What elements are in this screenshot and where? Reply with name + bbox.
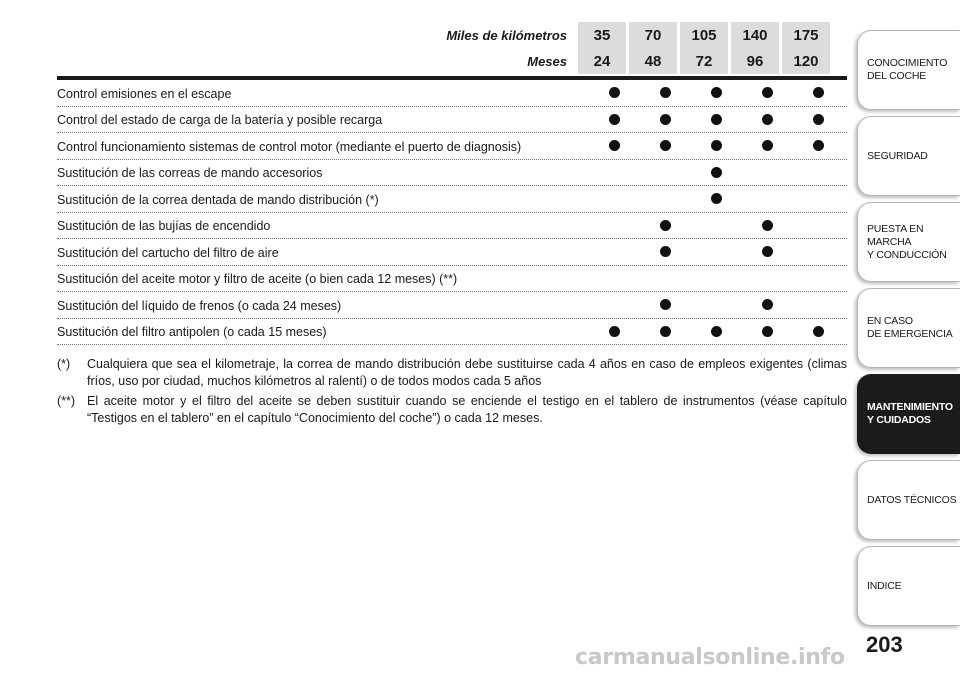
scheduled-dot-icon [660,114,671,125]
footnotes [57,356,847,430]
schedule-cell [641,133,689,159]
scheduled-dot-icon [711,326,722,337]
scheduled-dot-icon [711,114,722,125]
schedule-cell [692,133,740,159]
row-label: Sustitución del filtro antipolen (o cada 15 meses) [57,325,327,340]
header-km-label: Miles de kilómetros [446,27,567,43]
chapter-tab-label: PUESTA EN MARCHA Y CONDUCCIÓN [867,222,947,261]
row-label: Sustitución de las bujías de encendido [57,219,271,234]
schedule-cell [743,319,791,345]
chapter-tabs [857,30,960,632]
scheduled-dot-icon [711,167,722,178]
scheduled-dot-icon [762,87,773,98]
schedule-cell [641,292,689,318]
schedule-cell [590,107,638,133]
schedule-cell [590,186,638,212]
chapter-tab-label: CONOCIMIENTO DEL COCHE [867,57,948,82]
schedule-cell [743,239,791,265]
schedule-cell [794,266,842,292]
schedule-cell [590,266,638,292]
scheduled-dot-icon [660,299,671,310]
table-body [57,80,847,345]
schedule-cell [743,266,791,292]
schedule-cell [794,213,842,239]
row-label: Sustitución del aceite motor y filtro de aceite (o bien cada 12 meses) (**) [57,272,458,287]
chapter-tab[interactable] [857,288,960,368]
months-cell: 72 [680,48,728,74]
schedule-cell [794,292,842,318]
scheduled-dot-icon [660,220,671,231]
schedule-cell [692,266,740,292]
header-months-row [57,48,847,74]
schedule-cell [590,292,638,318]
schedule-cell [743,107,791,133]
scheduled-dot-icon [609,326,620,337]
schedule-cell [692,213,740,239]
chapter-tab-label: EN CASO DE EMERGENCIA [867,315,953,340]
schedule-cell [743,186,791,212]
scheduled-dot-icon [711,193,722,204]
schedule-cell [641,213,689,239]
scheduled-dot-icon [609,87,620,98]
row-label: Sustitución de la correa dentada de mando distribución (*) [57,192,379,207]
schedule-cell [641,266,689,292]
chapter-tab-label: SEGURIDAD [867,149,928,162]
schedule-cell [743,80,791,106]
chapter-tab-label: INDICE [867,579,902,592]
schedule-cell [743,213,791,239]
schedule-cell [794,239,842,265]
table-row [57,186,847,213]
scheduled-dot-icon [660,326,671,337]
scheduled-dot-icon [762,114,773,125]
chapter-tab[interactable] [857,202,960,282]
row-label: Control funcionamiento sistemas de control motor (mediante el puerto de diagnosis) [57,139,522,154]
km-cell: 175 [782,22,830,48]
km-cell: 70 [629,22,677,48]
schedule-cell [794,186,842,212]
chapter-tab-label: DATOS TÉCNICOS [867,493,957,506]
months-cell: 120 [782,48,830,74]
schedule-cell [692,160,740,186]
table-row [57,319,847,346]
schedule-cell [590,133,638,159]
schedule-cell [794,80,842,106]
chapter-tab[interactable] [857,30,960,110]
schedule-cell [590,213,638,239]
chapter-tab[interactable] [857,546,960,626]
scheduled-dot-icon [609,114,620,125]
watermark: carmanualsonline.info [575,645,845,670]
months-cell: 48 [629,48,677,74]
schedule-cell [794,319,842,345]
km-cell: 140 [731,22,779,48]
scheduled-dot-icon [660,140,671,151]
scheduled-dot-icon [711,87,722,98]
schedule-cell [692,80,740,106]
schedule-cell [692,239,740,265]
months-cell: 96 [731,48,779,74]
scheduled-dot-icon [813,140,824,151]
schedule-cell [794,160,842,186]
header-months-label: Meses [527,53,567,69]
table-row [57,80,847,107]
table-row [57,107,847,134]
schedule-cell [794,133,842,159]
schedule-cell [641,319,689,345]
km-cell: 105 [680,22,728,48]
scheduled-dot-icon [813,87,824,98]
scheduled-dot-icon [762,220,773,231]
table-row [57,266,847,293]
schedule-cell [590,160,638,186]
schedule-cell [590,239,638,265]
row-label: Sustitución del líquido de frenos (o cada 24 meses) [57,298,342,313]
scheduled-dot-icon [762,246,773,257]
schedule-cell [692,319,740,345]
footnote-text: Cualquiera que sea el kilometraje, la correa de mando distribución debe sustituirse cada 4 años en caso de empleos exigentes (climas fríos, uso por ciudad, muchos kilómetros al ralentí) o de todos modos cada 5 años [87,357,847,388]
schedule-cell [743,160,791,186]
months-cell: 24 [578,48,626,74]
header-km-row [57,22,847,48]
row-label: Control del estado de carga de la batería y posible recarga [57,113,383,128]
table-row [57,133,847,160]
scheduled-dot-icon [711,140,722,151]
row-label: Sustitución de las correas de mando accesorios [57,166,323,181]
table-row [57,160,847,187]
schedule-cell [590,80,638,106]
footnote [57,356,847,390]
row-label: Sustitución del cartucho del filtro de aire [57,245,279,260]
table-row [57,239,847,266]
schedule-cell [743,292,791,318]
chapter-tab-label: MANTENIMIENTO Y CUIDADOS [867,401,953,426]
schedule-cell [641,160,689,186]
scheduled-dot-icon [660,246,671,257]
chapter-tab[interactable] [857,374,960,454]
schedule-cell [794,107,842,133]
schedule-cell [641,186,689,212]
footnote-mark: (**) [57,394,76,408]
footnote-text: El aceite motor y el filtro del aceite se deben sustituir cuando se enciende el testigo en el tablero de instrumentos (véase capítulo “Testigos en el tablero” en el capítulo “Conocimiento del coche”) o cada 12 meses. [87,394,847,425]
scheduled-dot-icon [609,140,620,151]
scheduled-dot-icon [762,326,773,337]
footnote [57,393,847,427]
table-row [57,213,847,240]
schedule-cell [641,239,689,265]
schedule-cell [743,133,791,159]
km-cell: 35 [578,22,626,48]
scheduled-dot-icon [762,140,773,151]
scheduled-dot-icon [762,299,773,310]
scheduled-dot-icon [813,326,824,337]
schedule-cell [692,107,740,133]
scheduled-dot-icon [660,87,671,98]
schedule-cell [692,292,740,318]
row-label: Control emisiones en el escape [57,86,232,101]
chapter-tab[interactable] [857,460,960,540]
page-number: 203 [866,632,903,657]
schedule-cell [641,80,689,106]
scheduled-dot-icon [813,114,824,125]
footnote-mark: (*) [57,357,71,371]
schedule-cell [641,107,689,133]
schedule-cell [692,186,740,212]
schedule-cell [590,319,638,345]
table-row [57,292,847,319]
maintenance-schedule-table [57,22,847,345]
chapter-tab[interactable] [857,116,960,196]
